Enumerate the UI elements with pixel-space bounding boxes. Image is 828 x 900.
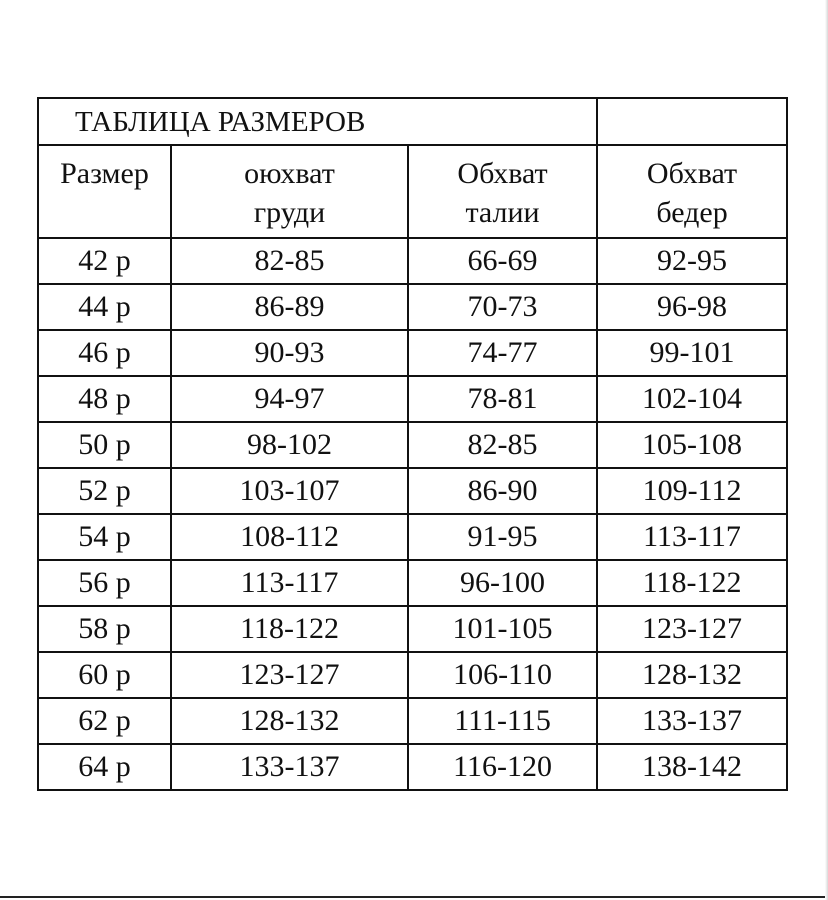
- cell-chest: 90-93: [171, 330, 408, 376]
- header-hips: [597, 145, 787, 238]
- size-chart-body: [38, 98, 787, 790]
- cell-size: 44 р: [38, 284, 171, 330]
- cell-chest: 123-127: [171, 652, 408, 698]
- cell-size: 42 р: [38, 238, 171, 284]
- cell-size: 64 р: [38, 744, 171, 790]
- cell-waist: 116-120: [408, 744, 597, 790]
- cell-size: 62 р: [38, 698, 171, 744]
- cell-chest: 94-97: [171, 376, 408, 422]
- header-chest: [171, 145, 408, 238]
- cell-size: 54 р: [38, 514, 171, 560]
- cell-size: 60 р: [38, 652, 171, 698]
- header-waist-line-2: талии: [465, 196, 540, 229]
- cell-chest: 103-107: [171, 468, 408, 514]
- table-row: [38, 606, 787, 652]
- table-row: [38, 376, 787, 422]
- cell-size: 48 р: [38, 376, 171, 422]
- cell-hips: 138-142: [597, 744, 787, 790]
- table-row: [38, 652, 787, 698]
- cell-size: 56 р: [38, 560, 171, 606]
- table-row: [38, 468, 787, 514]
- cell-waist: 78-81: [408, 376, 597, 422]
- cell-hips: 109-112: [597, 468, 787, 514]
- table-row: [38, 238, 787, 284]
- header-hips-line-1: Обхват: [646, 157, 738, 190]
- cell-chest: 98-102: [171, 422, 408, 468]
- header-size-label: Размер: [60, 157, 149, 190]
- table-row: [38, 514, 787, 560]
- cell-waist: 91-95: [408, 514, 597, 560]
- table-row: [38, 422, 787, 468]
- table-row: [38, 560, 787, 606]
- cell-hips: 133-137: [597, 698, 787, 744]
- cell-waist: 74-77: [408, 330, 597, 376]
- cell-chest: 108-112: [171, 514, 408, 560]
- cell-size: 46 р: [38, 330, 171, 376]
- cell-chest: 118-122: [171, 606, 408, 652]
- cell-waist: 66-69: [408, 238, 597, 284]
- cell-waist: 86-90: [408, 468, 597, 514]
- cell-hips: 102-104: [597, 376, 787, 422]
- header-chest-line-1: оюхват: [244, 157, 335, 190]
- cell-waist: 101-105: [408, 606, 597, 652]
- cell-size: 50 р: [38, 422, 171, 468]
- table-row: [38, 330, 787, 376]
- bottom-divider: [0, 896, 828, 898]
- cell-hips: 123-127: [597, 606, 787, 652]
- cell-chest: 86-89: [171, 284, 408, 330]
- header-waist-line-1: Обхват: [457, 157, 548, 190]
- cell-waist: 70-73: [408, 284, 597, 330]
- cell-size: 52 р: [38, 468, 171, 514]
- header-size: [38, 145, 171, 238]
- cell-hips: 105-108: [597, 422, 787, 468]
- header-chest-line-2: груди: [253, 196, 326, 229]
- cell-hips: 96-98: [597, 284, 787, 330]
- cell-hips: 92-95: [597, 238, 787, 284]
- cell-hips: 99-101: [597, 330, 787, 376]
- cell-waist: 106-110: [408, 652, 597, 698]
- header-waist: [408, 145, 597, 238]
- title-empty-cell: [408, 98, 597, 145]
- table-row: [38, 744, 787, 790]
- header-hips-line-2: бедер: [656, 196, 728, 229]
- cell-chest: 82-85: [171, 238, 408, 284]
- cell-waist: 96-100: [408, 560, 597, 606]
- cell-waist: 111-115: [408, 698, 597, 744]
- cell-chest: 128-132: [171, 698, 408, 744]
- size-chart-table: [37, 97, 788, 791]
- cell-waist: 82-85: [408, 422, 597, 468]
- cell-chest: 113-117: [171, 560, 408, 606]
- cell-hips: 118-122: [597, 560, 787, 606]
- table-row: [38, 698, 787, 744]
- cell-hips: 128-132: [597, 652, 787, 698]
- table-row: [38, 284, 787, 330]
- cell-hips: 113-117: [597, 514, 787, 560]
- table-title: ТАБЛИЦА РАЗМЕРОВ: [38, 98, 408, 145]
- cell-chest: 133-137: [171, 744, 408, 790]
- header-row: [38, 145, 787, 238]
- title-row: [38, 98, 787, 145]
- cell-size: 58 р: [38, 606, 171, 652]
- title-empty-cell: [597, 98, 787, 145]
